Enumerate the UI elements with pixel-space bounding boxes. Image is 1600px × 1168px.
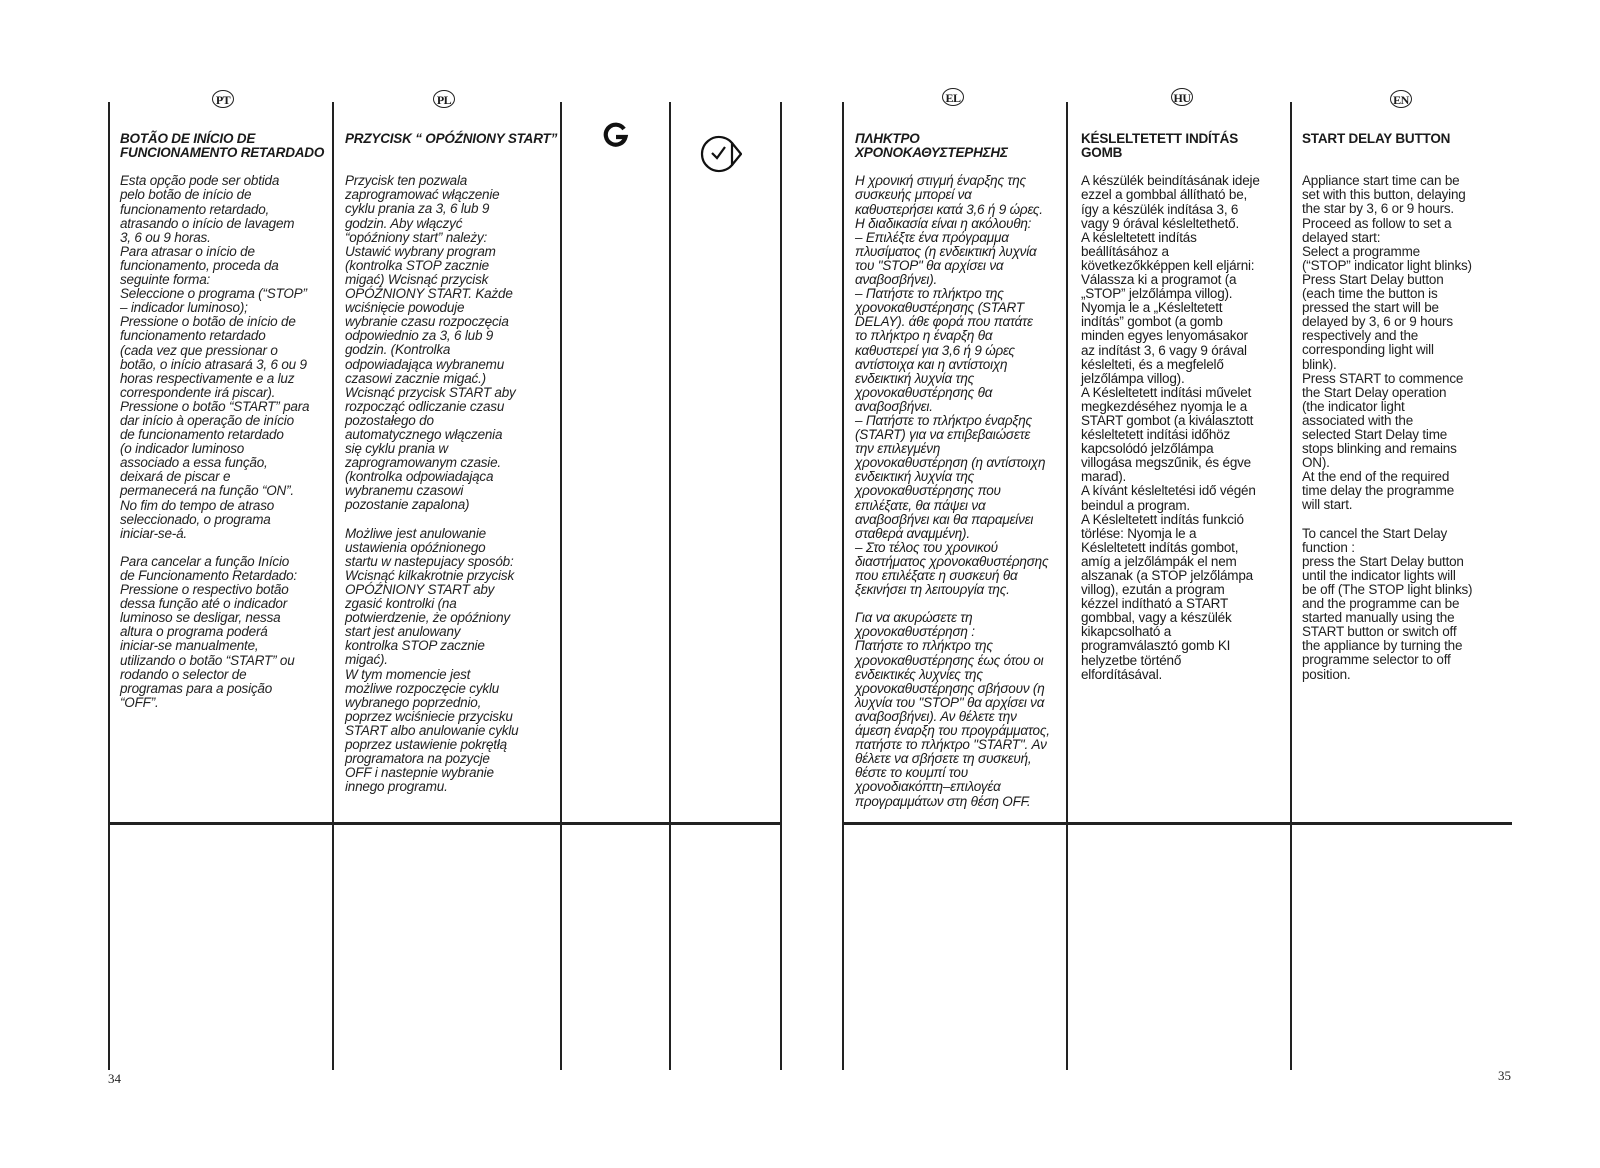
en-heading: START DELAY BUTTON <box>1302 131 1451 147</box>
column-en <box>1302 118 1512 696</box>
column-pl <box>345 118 560 809</box>
column-pt <box>120 118 330 724</box>
hu-text: A készülék beindításának ideje ezzel a gombbal állítható be, így a készülék indítása 3, 6 vagy 9 órával késleltethető. A késleltetett indítás beállításához a következőkképpen kell eljárni: Válassza ki a programot (a „STOP” jelzőlámpa villog). Nyomja le a „Késleltetett indítás” gombot (a gomb minden egyes lenyomásakor az indítást 3, 6 vagy 9 órával késlelteti, és a megfelelő jelzőlámpa villog). A Késleltetett indítási művelet megkezdéséhez nyomja le a START gombot (a kiválasztott késleltetett indítási időhöz kapcsolódó jelzőlámpa villogása megszűnik, és égve marad). A kívánt késleltetési idő végén beindul a program. A Késleltetett indítás funkció törlése: Nyomja le a Késleltetett indítás gombot, amíg a jelzőlámpák el nem alszanak (a STOP jelzőlámpa villog), ezután a program kézzel indítható a START gombbal, vagy a készülék kikapcsolható a programválasztó gomb KI helyzetbe történő elfordításával. <box>1081 173 1260 682</box>
pt-text: Esta opção pode ser obtida pelo botão de início de funcionamento retardado, atrasando o início de lavagem 3, 6 ou 9 horas. Para atrasar o início de funcionamento, proceda da seguinte forma: Seleccione o programa (“STOP” – indicador luminoso); Pressione o botão de início de funcionamento retardado (cada vez que pressionar o botão, o início atrasará 3, 6 ou 9 horas respectivamente e a luz correspondente irá piscar). Pressione o botão “START” para dar início à operação de início de funcionamento retardado (o indicador luminoso associado a essa função, deixará de piscar e permanecerá na função “ON”. No fim do tempo de atraso seleccionado, o programa iniciar-se-á. Para cancelar a função Início de Funcionamento Retardado: Pressione o respectivo botão dessa função até o indicador luminoso se desligar, nessa altura o programa poderá iniciar-se manualmente, utilizando o botão “START” ou rodando o selector de programas para a posição “OFF”. <box>120 173 310 710</box>
section-divider-left <box>108 822 782 825</box>
pl-text: Przycisk ten pozwala zaprogramować włączenie cyklu prania za 3, 6 lub 9 godzin. Aby włączyć “opóźniony start” należy: Ustawić wybrany program (kontrolka STOP zacznie migać) Wcisnąć przycisk OPÓŹNIONY START. Każde wciśnięcie powoduje wybranie czasu rozpoczęcia odpowiednio za 3, 6 lub 9 godzin. (Kontrolka odpowiadająca wybranemu czasowi zacznie migać.) Wcisnąć przycisk START aby rozpocząć odliczanie czasu pozostałego do automatycznego włączenia się cyklu prania w zaprogramowanym czasie. (kontrolka odpowiadająca wybranemu czasowi pozostanie zapalona) Możliwe jest anulowanie ustawienia opóźnionego startu w nastepujacy sposób: Wcisnąć kilkakrotnie przycisk OPÓŹNIONY START aby zgasić kontrolki (na potwierdzenie, że opóźniony start jest anulowany kontrolka STOP zacznie migać). W tym momencie jest możliwe rozpoczęcie cyklu wybranego poprzednio, poprzez wciśniecie przycisku START albo anulowanie cyklu poprzez ustawienie pokrętłą programatora na pozycje OFF i nastepnie wybranie innego programu. <box>345 173 519 795</box>
page-number-left: 34 <box>108 1071 121 1086</box>
language-badge-pl: PL <box>433 90 455 108</box>
el-text: Η χρονική στιγμή έναρξης της συσκευής μπορεί να καθυστερήσει κατά 3,6 ή 9 ώρες. Η διαδικασία είναι η ακόλουθη: – Επιλέξτε ένα πρόγραμμα πλυσίματος (η ενδεικτική λυχνία του "STOP" θα αρχίσει να αναβοσβήνει). – Πατήστε το πλήκτρο της χρονοκαθυστέρησης (START DELAY). άθε φορά που πατάτε το πλήκτρο η έναρξη θα καθυστερεί για 3,6 ή 9 ώρες αντίστοιχα και η αντίστοιχη ενδεικτική λυχνία της χρονοκαθυστέρησης θα αναβοσβήνει. – Πατήστε το πλήκτρο έναρξης (START) για να επιβεβαιώσετε την επιλεγμένη χρονοκαθυστέρηση (η αντίστοιχη ενδεικτική λυχνία της χρονοκαθυστέρησης που επιλέξατε, θα πάψει να αναβοσβήνει και θα παραμείνει σταθερά αναμμένη). – Στο τέλος του χρονικού διαστήματος χρονοκαθυστέρησης που επιλέξατε η συσκευή θα ξεκινήσει τη λειτουργία της. Για να ακυρώσετε τη χρονοκαθυστέρηση : Πατήστε το πλήκτρο της χρονοκαθυστέρησης έως ότου οι ενδεικτικές λυχνίες της χρονοκαθυστέρησης σβήσουν (η λυχνία του "STOP" θα αρχίσει να αναβοσβήνει). Αν θέλετε την άμεση έναρξη του προγράμματος, πατήστε το πλήκτρο "START". Αν θέλετε να σβήσετε τη συσκευή, θέστε το κουμπί του χρονοδιακόπτη–επιλογέα προγραμμάτων στη θέση OFF. <box>855 173 1050 809</box>
column-rule <box>669 102 671 1070</box>
g-logo-icon <box>603 122 629 148</box>
language-badge-pt: PT <box>212 90 234 108</box>
hu-heading: KÉSLELTETETT INDÍTÁS GOMB <box>1081 131 1238 161</box>
column-rule <box>108 102 110 1070</box>
el-heading: ΠΛΗΚΤΡΟ ΧΡΟΝΟΚΑΘΥΣΤΕΡΗΣΗΣ <box>855 131 1008 161</box>
column-rule <box>780 102 782 1070</box>
language-badge-en: EN <box>1390 90 1412 108</box>
start-delay-clock-icon <box>700 133 742 175</box>
pt-heading: BOTÃO DE INÍCIO DE FUNCIONAMENTO RETARDADO <box>120 131 325 161</box>
language-badge-hu: HU <box>1171 88 1193 106</box>
column-el <box>855 118 1070 823</box>
column-rule <box>560 102 562 1070</box>
column-hu <box>1081 118 1289 696</box>
language-badge-el: EL <box>942 88 964 106</box>
column-rule <box>332 102 334 1070</box>
column-rule <box>842 102 844 1070</box>
column-rule <box>1290 102 1292 1070</box>
en-text: Appliance start time can be set with this button, delaying the star by 3, 6 or 9 hours. Proceed as follow to set a delayed start: Select a programme (“STOP” indicator light blinks) Press Start Delay button (each time the button is pressed the start will be delayed by 3, 6 or 9 hours respectively and the corresponding light will blink). Press START to commence the Start Delay operation (the indicator light associated with the selected Start Delay time stops blinking and remains ON). At the end of the required time delay the programme will start. To cancel the Start Delay function : press the Start Delay button until the indicator lights will be off (The STOP light blinks) and the programme can be started manually using the START button or switch off the appliance by turning the programme selector to off position. <box>1302 173 1473 682</box>
pl-heading: PRZYCISK “ OPÓŹNIONY START” <box>345 131 558 147</box>
page-number-right: 35 <box>1498 1068 1511 1083</box>
